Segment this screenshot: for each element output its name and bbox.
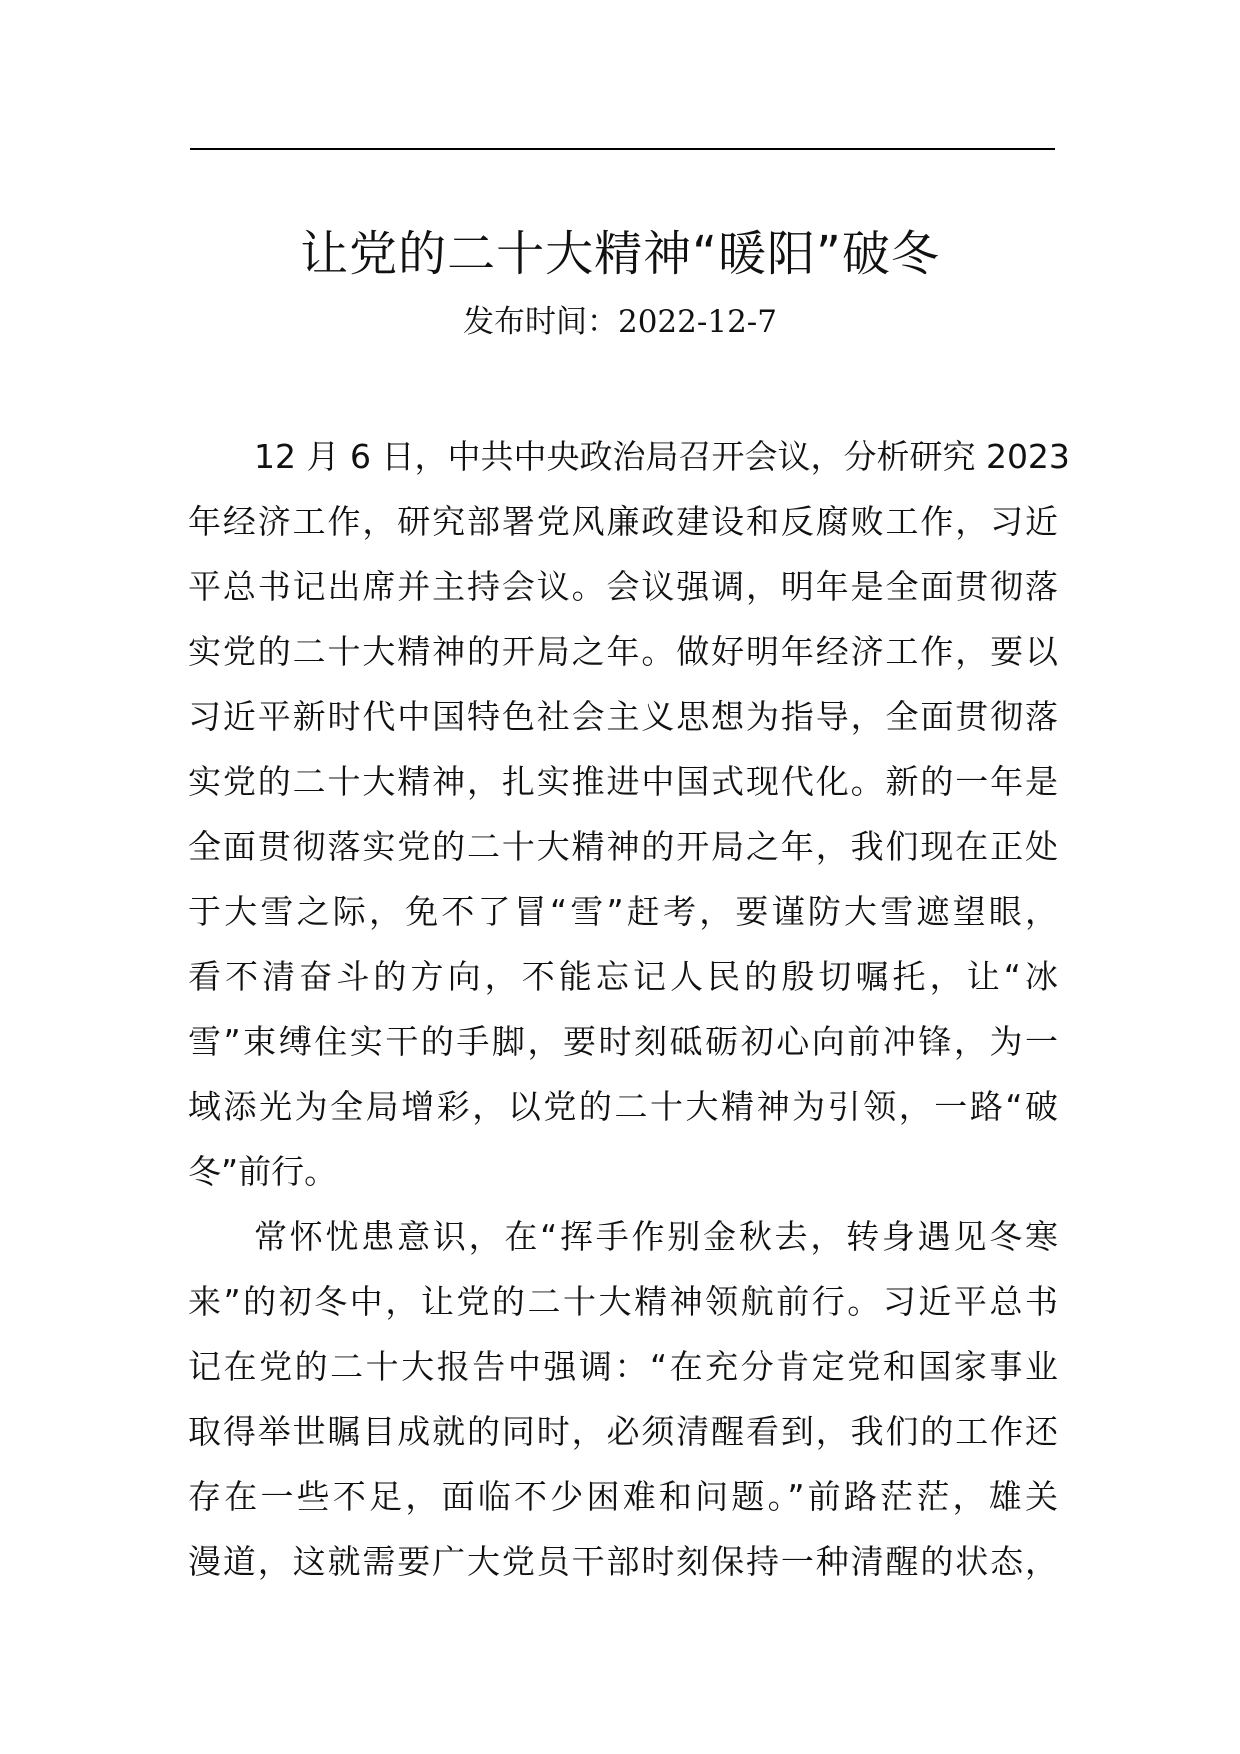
text-line: 来”的初冬中，让党的二十大精神领航前行。习近平总书 <box>188 1282 1058 1321</box>
text-line: 漫道，这就需要广大党员干部时刻保持一种清醒的状态， <box>188 1542 1058 1581</box>
text-line: 平总书记出席并主持会议。会议强调，明年是全面贯彻落 <box>188 567 1058 606</box>
text-line: 于大雪之际，免不了冒“雪”赶考，要谨防大雪遮望眼， <box>188 892 1058 931</box>
text-line: 实党的二十大精神的开局之年。做好明年经济工作，要以 <box>188 632 1058 671</box>
text-line: 存在一些不足，面临不少困难和问题。”前路茫茫，雄关 <box>188 1477 1058 1516</box>
text-line: 实党的二十大精神，扎实推进中国式现代化。新的一年是 <box>188 762 1058 801</box>
text-line: 年经济工作，研究部署党风廉政建设和反腐败工作，习近 <box>188 502 1058 541</box>
text-line: 常怀忧患意识，在“挥手作别金秋去，转身遇见冬寒 <box>254 1217 1058 1256</box>
text-line: 习近平新时代中国特色社会主义思想为指导，全面贯彻落 <box>188 697 1058 736</box>
article-body <box>188 424 1070 1594</box>
header-rule <box>190 148 1055 150</box>
page-title: 让党的二十大精神“暖阳”破冬 <box>300 226 940 282</box>
paragraph-1 <box>188 424 1070 1204</box>
text-line: 雪”束缚住实干的手脚，要时刻砥砺初心向前冲锋，为一 <box>188 1022 1058 1061</box>
text-line: 冬”前行。 <box>188 1152 338 1191</box>
text-line: 全面贯彻落实党的二十大精神的开局之年，我们现在正处 <box>188 827 1058 866</box>
publish-date: 发布时间：2022-12-7 <box>462 304 777 340</box>
text-line: 看不清奋斗的方向，不能忘记人民的殷切嘱托，让“冰 <box>188 957 1058 996</box>
paragraph-2 <box>188 1204 1058 1594</box>
text-line: 域添光为全局增彩，以党的二十大精神为引领，一路“破 <box>188 1087 1058 1126</box>
text-line: 12 月 6 日，中共中央政治局召开会议，分析研究 2023 <box>254 437 1070 476</box>
text-line: 记在党的二十大报告中强调：“在充分肯定党和国家事业 <box>188 1347 1058 1386</box>
text-line: 取得举世瞩目成就的同时，必须清醒看到，我们的工作还 <box>188 1412 1058 1451</box>
